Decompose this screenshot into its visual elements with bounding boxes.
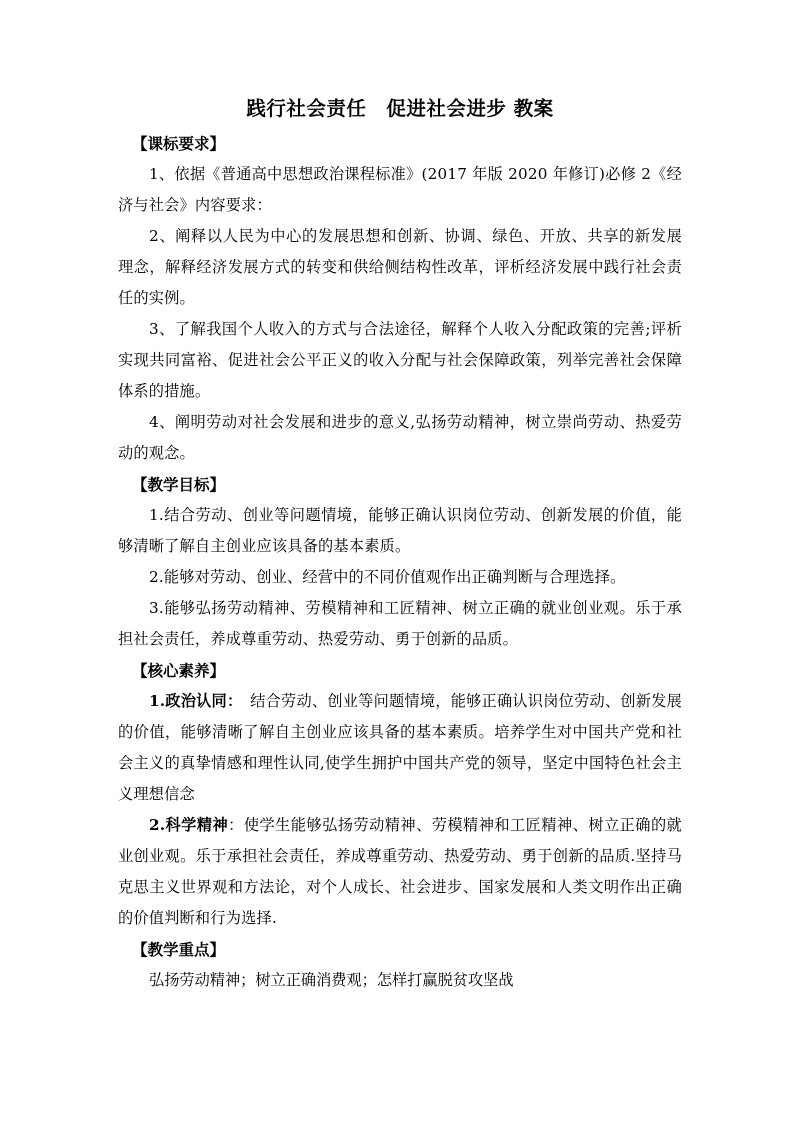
document-title: 践行社会责任 促进社会进步 教案 <box>246 97 554 120</box>
objective-item-3: 3.能够弘扬劳动精神、劳模精神和工匠精神、树立正确的就业创业观。乐于承担社会责任，养成尊重劳动、热爱劳动、勇于创新的品质。 <box>118 599 682 648</box>
core-literacy-item-2-text: ：使学生能够弘扬劳动精神、劳模精神和工匠精神、树立正确的就业创业观。乐于承担社会责任，养成尊重劳动、热爱劳动、勇于创新的品质.坚持马克思主义世界观和方法论，对个人成长、社会进步、国家发展和人类文明作出正确的价值判断和行为选择. <box>118 816 682 927</box>
objective-item-1: 1.结合劳动、创业等问题情境，能够正确认识岗位劳动、创新发展的价值，能够清晰了解自主创业应该具备的基本素质。 <box>118 506 682 555</box>
core-literacy-item-1 <box>118 686 682 810</box>
section-heading-curriculum: 【课标要求】 <box>132 134 226 153</box>
core-literacy-item-2 <box>118 810 682 934</box>
document-page <box>118 92 682 996</box>
objective-item-2: 2.能够对劳动、创业、经营中的不同价值观作出正确判断与合理选择。 <box>149 568 626 586</box>
section-heading-core-literacy: 【核心素养】 <box>132 661 226 680</box>
core-literacy-item-1-lead: 1.政治认同： <box>149 692 235 710</box>
curriculum-item-4: 4、阐明劳动对社会发展和进步的意义,弘扬劳动精神，树立崇尚劳动、热爱劳动的观念。 <box>118 413 682 462</box>
section-heading-key-points: 【教学重点】 <box>132 940 226 959</box>
curriculum-item-2: 2、阐释以人民为中心的发展思想和创新、协调、绿色、开放、共享的新发展理念，解释经济发展方式的转变和供给侧结构性改革，评析经济发展中践行社会责任的实例。 <box>118 227 682 307</box>
core-literacy-item-1-text: 结合劳动、创业等问题情境，能够正确认识岗位劳动、创新发展的价值，能够清晰了解自主创业应该具备的基本素质。培养学生对中国共产党和社会主义的真挚情感和理性认同,使学生拥护中国共产党的领导，坚定中国特色社会主义理想信念 <box>118 692 682 803</box>
curriculum-item-3: 3、了解我国个人收入的方式与合法途径，解释个人收入分配政策的完善;评析实现共同富裕、促进社会公平正义的收入分配与社会保障政策，列举完善社会保障体系的措施。 <box>118 320 682 400</box>
key-points-text: 弘扬劳动精神；树立正确消费观；怎样打赢脱贫攻坚战 <box>149 971 514 989</box>
core-literacy-item-2-lead: 2.科学精神 <box>149 816 229 834</box>
curriculum-item-1: 1、依据《普通高中思想政治课程标准》(2017 年版 2020 年修订)必修 2《经济与社会》内容要求： <box>118 165 682 214</box>
section-heading-objectives: 【教学目标】 <box>132 475 226 494</box>
